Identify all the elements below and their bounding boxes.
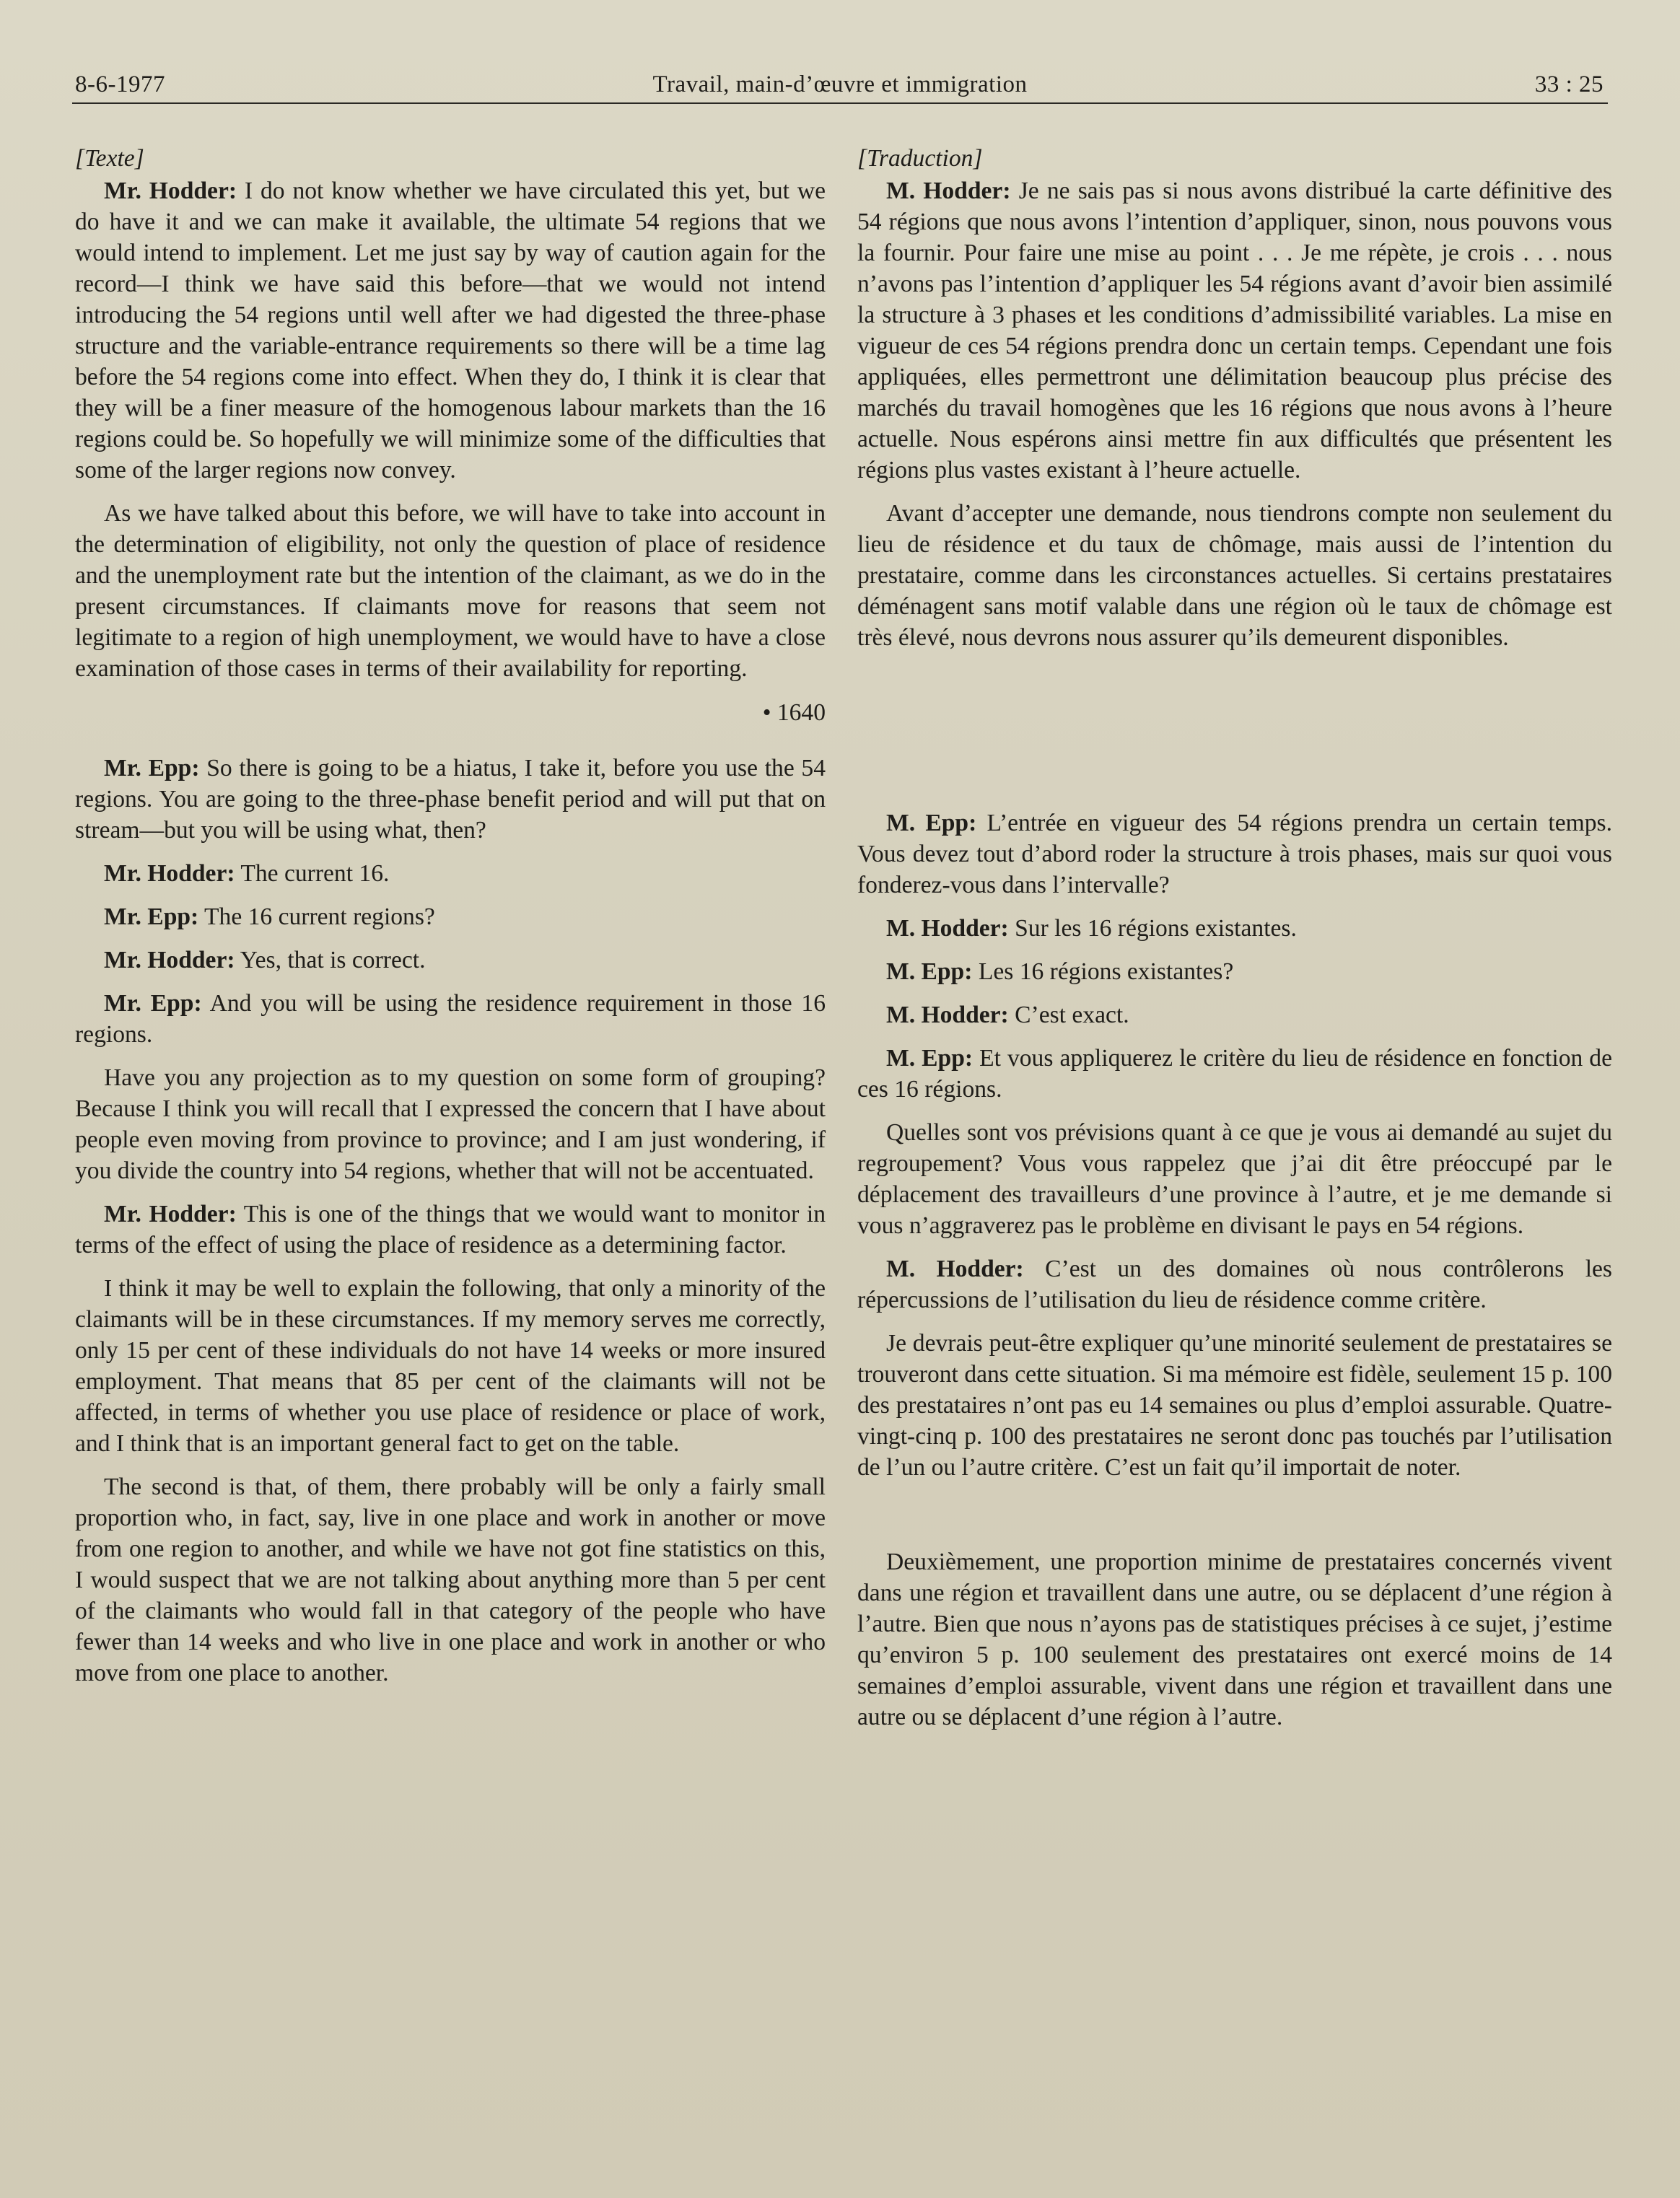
paragraph	[75, 498, 826, 684]
paragraph-text: The 16 current regions?	[198, 903, 435, 930]
speaker-name: Mr. Epp:	[104, 990, 202, 1017]
paragraph	[857, 807, 1612, 901]
header-title: Travail, main-d’œuvre et immigration	[652, 71, 1028, 97]
paragraph-text: I think it may be well to explain the following, that only a minority of the claimants will be in these circumstances. If my memory serves me correctly, only 15 per cent of these individuals do not have 14 weeks or more insured employment. That means that 85 per cent of the claimants will not be affected, in terms of whether you use place of residence or place of work, and I think that is an important general fact to get on the table.	[75, 1275, 826, 1457]
paragraph-text: Have you any projection as to my question on some form of grouping? Because I think you will recall that I expressed the concern that I have about people even moving from province to province; and I am just wondering, if you divide the country into 54 regions, whether that will not be accentuated.	[75, 1064, 826, 1184]
paragraph-text: So there is going to be a hiatus, I take it, before you use the 54 regions. You are going to the three-phase benefit period and will put that on stream—but you will be using what, then?	[75, 755, 826, 844]
speaker-name: M. Epp:	[886, 810, 977, 836]
paragraph	[75, 901, 826, 932]
paragraph-text: Quelles sont vos prévisions quant à ce que je vous ai demandé au sujet du regroupement? Vous vous rappelez que j’ai dit être préoccupé par le déplacement des travailleurs d’une province à l’autre, et je me demande si vous n’aggraverez pas le problème en divisant le pays en 54 régions.	[857, 1119, 1612, 1239]
paragraph-text: Sur les 16 régions existantes.	[1008, 915, 1297, 942]
paragraph-text: Je ne sais pas si nous avons distribué la carte définitive des 54 régions que nous avons l’intention d’appliquer, sinon, nous pouvons vous la fournir. Pour faire une mise au point . . . Je me répète, je crois . . . nous n’avons pas l’intention d’appliquer les 54 régions avant d’avoir bien assimilé la structure à 3 phases et les conditions d’admissibilité variables. La mise en vigueur de ces 54 régions prendra donc un certain temps. Cependant une fois appliquées, elles permettront une délimitation beaucoup plus précise des marchés du travail homogènes que les 16 régions que nous avons à l’heure actuelle. Nous espérons ainsi mettre fin aux difficultés que présentent les régions plus vastes existant à l’heure actuelle.	[857, 178, 1612, 483]
speaker-name: Mr. Hodder:	[104, 178, 237, 204]
paragraph	[857, 999, 1612, 1030]
speaker-name: Mr. Hodder:	[104, 947, 235, 973]
speaker-name: M. Epp:	[886, 958, 973, 985]
paragraph	[857, 1117, 1612, 1241]
section-label: [Texte]	[75, 145, 144, 172]
section-label: [Traduction]	[857, 145, 983, 172]
paragraph	[857, 175, 1612, 486]
paragraph	[75, 1273, 826, 1459]
paragraph-text: Et vous appliquerez le critère du lieu de résidence en fonction de ces 16 régions.	[857, 1045, 1612, 1103]
paragraph	[857, 913, 1612, 944]
speaker-name: M. Epp:	[886, 1045, 974, 1072]
paragraph-text: Les 16 régions existantes?	[972, 958, 1234, 985]
timestamp: • 1640	[762, 699, 826, 726]
speaker-name: M. Hodder:	[886, 1256, 1024, 1282]
paragraph	[857, 1546, 1612, 1733]
paragraph	[75, 858, 826, 889]
header-page-number: 33 : 25	[1534, 71, 1604, 97]
paragraph-text: And you will be using the residence requirement in those 16 regions.	[75, 990, 826, 1048]
paragraph-text: Je devrais peut-être expliquer qu’une minorité seulement de prestataires se trouveront dans cette situation. Si ma mémoire est fidèle, seulement 15 p. 100 des prestataires n’ont pas eu 14 semaines ou plus d’emploi assurable. Quatre-vingt-cinq p. 100 des prestataires ne seront donc pas touchés par l’utilisation de l’un ou l’autre critère. C’est un fait qu’il importait de noter.	[857, 1330, 1612, 1481]
paragraph	[75, 945, 826, 976]
paragraph-text: C’est exact.	[1008, 1002, 1129, 1028]
speaker-name: M. Hodder:	[886, 178, 1011, 204]
paragraph-text: I do not know whether we have circulated this yet, but we do have it and we can make it available, the ultimate 54 regions that we would intend to implement. Let me just say by way of caution again for the record—I think we have said this before—that we would not intend introducing the 54 regions until well after we had digested the three-phase structure and the variable-entrance requirements so there will be a time lag before the 54 regions come into effect. When they do, I think it is clear that they will be a finer measure of the homogenous labour markets than the 16 regions could be. So hopefully we will minimize some of the difficulties that some of the larger regions now convey.	[75, 178, 826, 483]
speaker-name: M. Hodder:	[886, 915, 1009, 942]
speaker-name: Mr. Epp:	[104, 755, 200, 781]
paragraph-text: Avant d’accepter une demande, nous tiendrons compte non seulement du lieu de résidence et du taux de chômage, mais aussi de l’intention du prestataire, comme dans les circonstances actuelles. Si certains prestataires déménagent sans motif valable dans une région où le taux de chômage est très élevé, nous devrons nous assurer qu’ils demeurent disponibles.	[857, 500, 1612, 651]
paragraph	[857, 1328, 1612, 1483]
page-header	[72, 66, 1608, 104]
english-column	[75, 143, 826, 1701]
paragraph-text: Yes, that is correct.	[235, 947, 426, 973]
paragraph	[75, 175, 826, 486]
paragraph-text: As we have talked about this before, we will have to take into account in the determination of eligibility, not only the question of place of residence and the unemployment rate but the intention of the claimant, as we do in the present circumstances. If claimants move for reasons that seem not legitimate to a region of high unemployment, we would have to have a close examination of those cases in terms of their availability for reporting.	[75, 500, 826, 682]
paragraph	[857, 1043, 1612, 1105]
paragraph-text: This is one of the things that we would want to monitor in terms of the effect of using the place of residence as a determining factor.	[75, 1201, 826, 1258]
speaker-name: Mr. Hodder:	[104, 860, 235, 887]
speaker-name: Mr. Epp:	[104, 903, 199, 930]
paragraph	[75, 1199, 826, 1261]
paragraph	[75, 988, 826, 1050]
paragraph	[857, 498, 1612, 653]
paragraph-text: L’entrée en vigueur des 54 régions prendra un certain temps. Vous devez tout d’abord roder la structure à trois phases, mais sur quoi vous fonderez-vous dans l’intervalle?	[857, 810, 1612, 898]
paragraph	[75, 1471, 826, 1689]
speaker-name: M. Hodder:	[886, 1002, 1009, 1028]
paragraph-text: The current 16.	[235, 860, 390, 887]
french-column	[857, 143, 1612, 1745]
paragraph-text: C’est un des domaines où nous contrôlerons les répercussions de l’utilisation du lieu de résidence comme critère.	[857, 1256, 1612, 1313]
paragraph	[75, 1062, 826, 1186]
paragraph	[75, 753, 826, 846]
paragraph	[857, 1253, 1612, 1315]
paragraph-text: Deuxièmement, une proportion minime de prestataires concernés vivent dans une région et travaillent dans une autre, ou se déplacent d’une région à l’autre. Bien que nous n’ayons pas de statistiques précises à ce sujet, j’estime qu’environ 5 p. 100 seulement des prestataires ont exercé moins de 14 semaines d’emploi assurable, vivent dans une région et travaillent dans une autre ou se déplacent d’une région à l’autre.	[857, 1549, 1612, 1730]
header-date: 8-6-1977	[75, 71, 165, 97]
paragraph-text: The second is that, of them, there probably will be only a fairly small proportion who, in fact, say, live in one place and work in another or move from one region to another, and while we have not got fine statistics on this, I would suspect that we are not talking about anything more than 5 per cent of the claimants who would fall in that category of the people who have fewer than 14 weeks and who live in one place and work in another or who move from one place to another.	[75, 1474, 826, 1686]
speaker-name: Mr. Hodder:	[104, 1201, 237, 1227]
paragraph	[857, 956, 1612, 987]
